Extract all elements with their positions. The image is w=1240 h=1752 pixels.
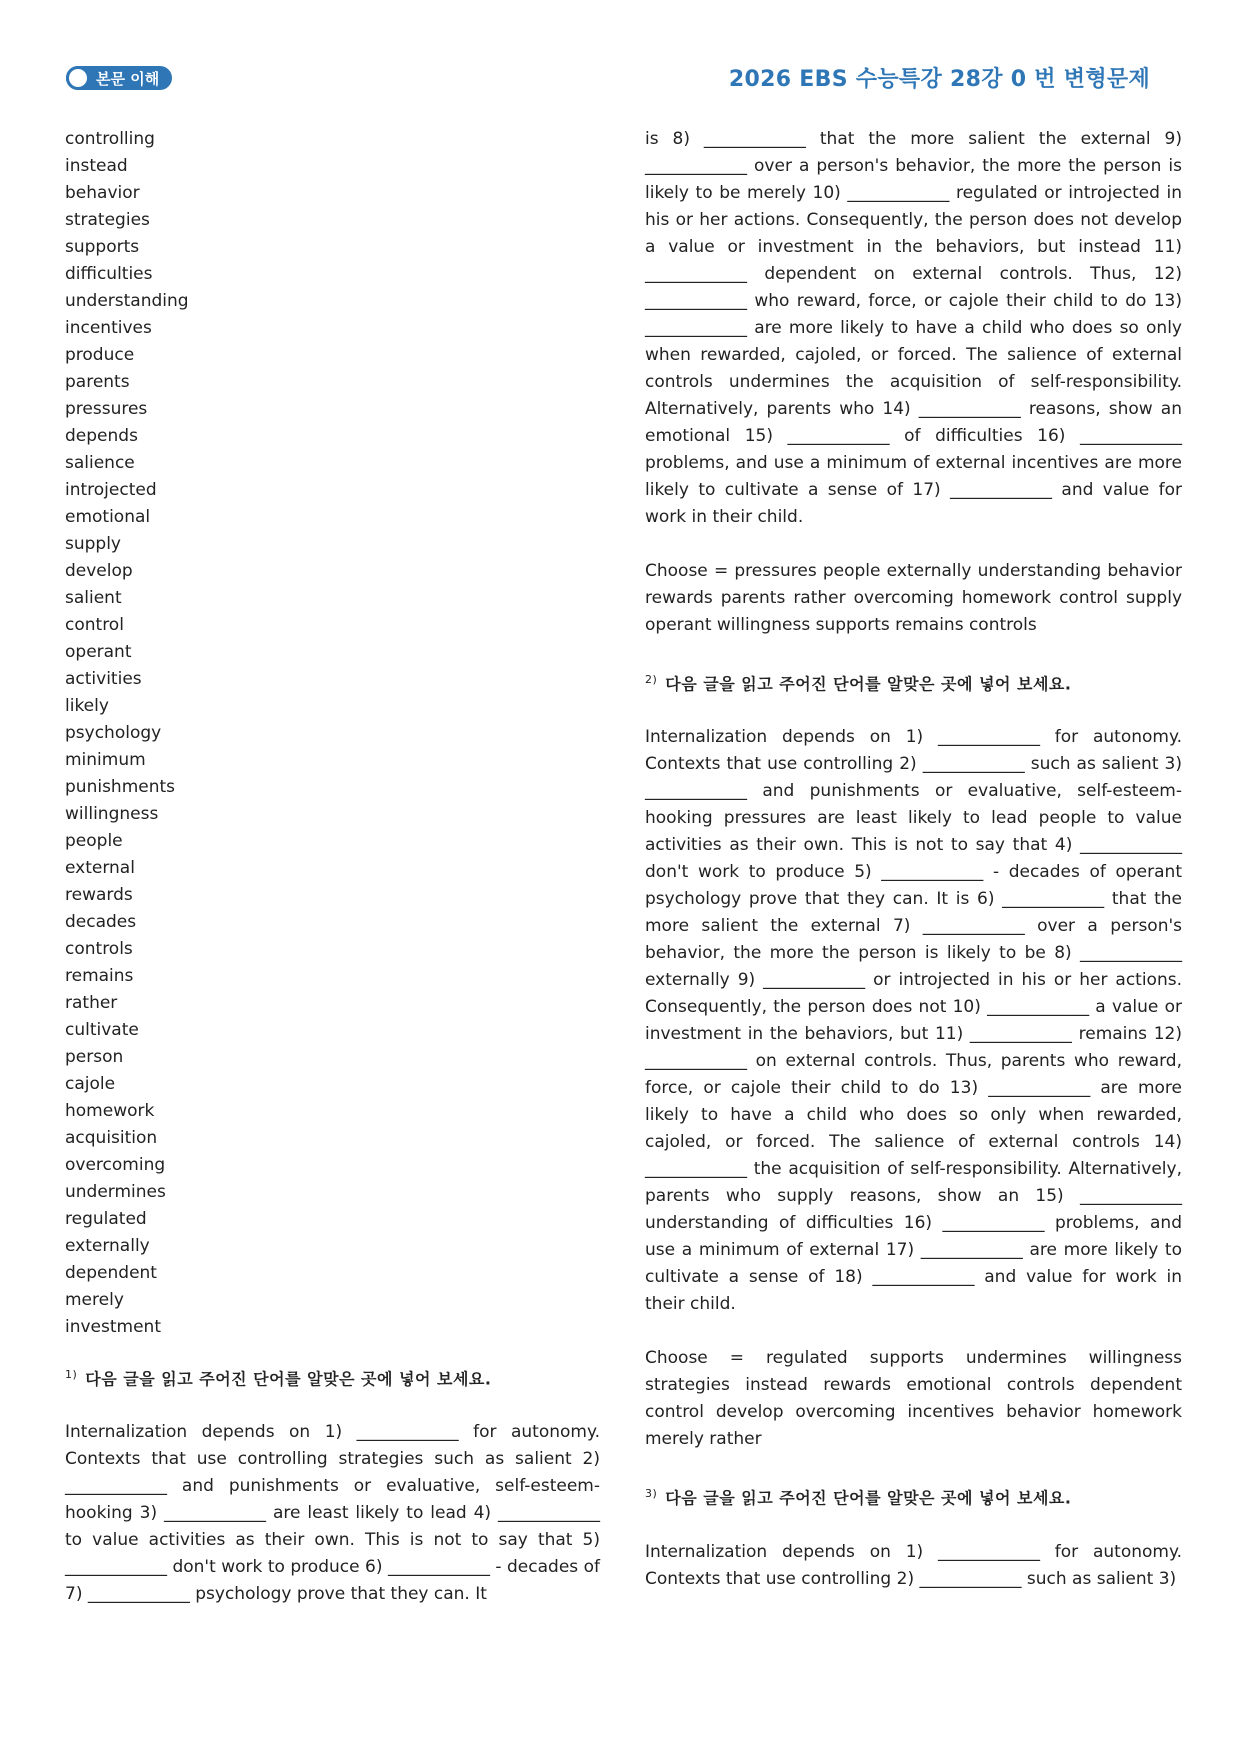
- question-1-passage-part1: Internalization depends on 1) ____________ for autonomy. Contexts that use controlling strategies such as salient 2) ____________ and punishments or evaluative, self-esteem-hooking 3) ____________ are least likely to lead 4) ____________ to value activities as their own. This is not to say that 5) ____________ don't work to produce 6) ____________ - decades of 7) ____________ psychology prove that they can. It: [65, 1422, 600, 1605]
- word-list-item: produce: [65, 345, 135, 365]
- word-list-item: supports: [65, 237, 140, 257]
- word-list-item: introjected: [65, 480, 157, 500]
- word-list-item: regulated: [65, 1209, 147, 1229]
- word-list-item: parents: [65, 372, 130, 392]
- word-list-item: cultivate: [65, 1020, 139, 1040]
- word-list-item: salience: [65, 453, 135, 473]
- badge-circle-icon: [66, 66, 90, 90]
- word-list-item: person: [65, 1047, 124, 1067]
- word-list-item: pressures: [65, 399, 148, 419]
- word-list-item: homework: [65, 1101, 155, 1121]
- word-list-item: instead: [65, 156, 128, 176]
- question-number: 1): [65, 1368, 78, 1381]
- word-list-item: willingness: [65, 804, 159, 824]
- word-list-item: people: [65, 831, 123, 851]
- word-list-item: remains: [65, 966, 134, 986]
- question-2-title: [645, 666, 1182, 697]
- word-list-item: merely: [65, 1290, 124, 1310]
- word-list-item: controlling: [65, 129, 155, 149]
- word-list-item: emotional: [65, 507, 151, 527]
- word-list-item: incentives: [65, 318, 152, 338]
- question-instruction: 다음 글을 읽고 주어진 단어를 알맞은 곳에 넣어 보세요.: [665, 1488, 1072, 1508]
- left-column: [65, 126, 600, 1635]
- question-2-passage: Internalization depends on 1) ____________ for autonomy. Contexts that use controlling 2) ____________ such as salient 3) ____________ and punishments or evaluative, self-esteem-hooking pressures are least likely to lead people to value activities as their own. This is not to say that 4) ____________ don't work to produce 5) ____________ - decades of operant psychology prove that they can. It is 6) ____________ that the more salient the external 7) ____________ over a person's behavior, the more the person is likely to be 8) ____________ externally 9) ____________ or introjected in his or her actions. Consequently, the person does not 10) ____________ a value or investment in the behaviors, but 11) ____________ remains 12) ____________ on external controls. Thus, parents who reward, force, or cajole their child to do 13) ____________ are more likely to have a child who does so only when rewarded, cajoled, or forced. The salience of external controls 14) ____________ the acquisition of self-responsibility. Alternatively, parents who supply reasons, show an 15) ____________ understanding of difficulties 16) ____________ problems, and use a minimum of external 17) ____________ are more likely to cultivate a sense of 18) ____________ and value for work in their child.: [645, 727, 1182, 1315]
- word-list-item: overcoming: [65, 1155, 166, 1175]
- word-list-item: activities: [65, 669, 142, 689]
- word-list-item: rather: [65, 993, 118, 1013]
- word-list-item: operant: [65, 642, 132, 662]
- word-list-item: externally: [65, 1236, 150, 1256]
- badge-label: 본문 이해: [96, 69, 160, 88]
- question-1-choices: Choose = pressures people externally understanding behavior rewards parents rather overcoming homework control supply operant willingness supports remains controls: [645, 561, 1182, 635]
- question-instruction: 다음 글을 읽고 주어진 단어를 알맞은 곳에 넣어 보세요.: [85, 1369, 492, 1389]
- word-list-item: external: [65, 858, 135, 878]
- word-list-item: difficulties: [65, 264, 153, 284]
- word-list-item: acquisition: [65, 1128, 158, 1148]
- question-3-title: [645, 1480, 1182, 1511]
- word-list-item: investment: [65, 1317, 161, 1337]
- question-2-choices: Choose = regulated supports undermines willingness strategies instead rewards emotional controls dependent control develop overcoming incentives behavior homework merely rather: [645, 1348, 1182, 1450]
- word-list-item: controls: [65, 939, 133, 959]
- word-list-item: behavior: [65, 183, 140, 203]
- word-list-item: supply: [65, 534, 121, 554]
- word-list-item: rewards: [65, 885, 133, 905]
- question-1-passage-part2: is 8) ____________ that the more salient the external 9) ____________ over a person's behavior, the more the person is likely to be merely 10) ____________ regulated or introjected in his or her actions. Consequently, the person does not develop a value or investment in the behaviors, but instead 11) ____________ dependent on external controls. Thus, 12) ____________ who reward, force, or cajole their child to do 13) ____________ are more likely to have a child who does so only when rewarded, cajoled, or forced. The salience of external controls undermines the acquisition of self-responsibility. Alternatively, parents who 14) ____________ reasons, show an emotional 15) ____________ of difficulties 16) ____________ problems, and use a minimum of external incentives are more likely to cultivate a sense of 17) ____________ and value for work in their child.: [645, 129, 1182, 527]
- word-list-item: salient: [65, 588, 122, 608]
- page-title: 2026 EBS 수능특강 28강 0 번 변형문제: [728, 67, 1150, 92]
- word-list-item: control: [65, 615, 124, 635]
- section-badge: [66, 66, 172, 90]
- question-1-title: [65, 1361, 600, 1392]
- word-list-item: develop: [65, 561, 133, 581]
- question-3-passage: Internalization depends on 1) ____________ for autonomy. Contexts that use controlling 2) ____________ such as salient 3): [645, 1541, 1182, 1589]
- word-list-item: strategies: [65, 210, 150, 230]
- question-number: 3): [645, 1487, 658, 1501]
- word-list: [65, 126, 600, 1341]
- word-list-item: undermines: [65, 1182, 166, 1202]
- word-list-item: dependent: [65, 1263, 157, 1283]
- question-instruction: 다음 글을 읽고 주어진 단어를 알맞은 곳에 넣어 보세요.: [665, 674, 1072, 694]
- word-list-item: depends: [65, 426, 138, 446]
- word-list-item: minimum: [65, 750, 146, 770]
- word-list-item: psychology: [65, 723, 162, 743]
- word-list-item: punishments: [65, 777, 176, 797]
- word-list-item: decades: [65, 912, 137, 932]
- right-column: [645, 126, 1182, 1620]
- question-number: 2): [645, 673, 658, 686]
- word-list-item: cajole: [65, 1074, 116, 1094]
- word-list-item: likely: [65, 696, 109, 716]
- word-list-item: understanding: [65, 291, 189, 311]
